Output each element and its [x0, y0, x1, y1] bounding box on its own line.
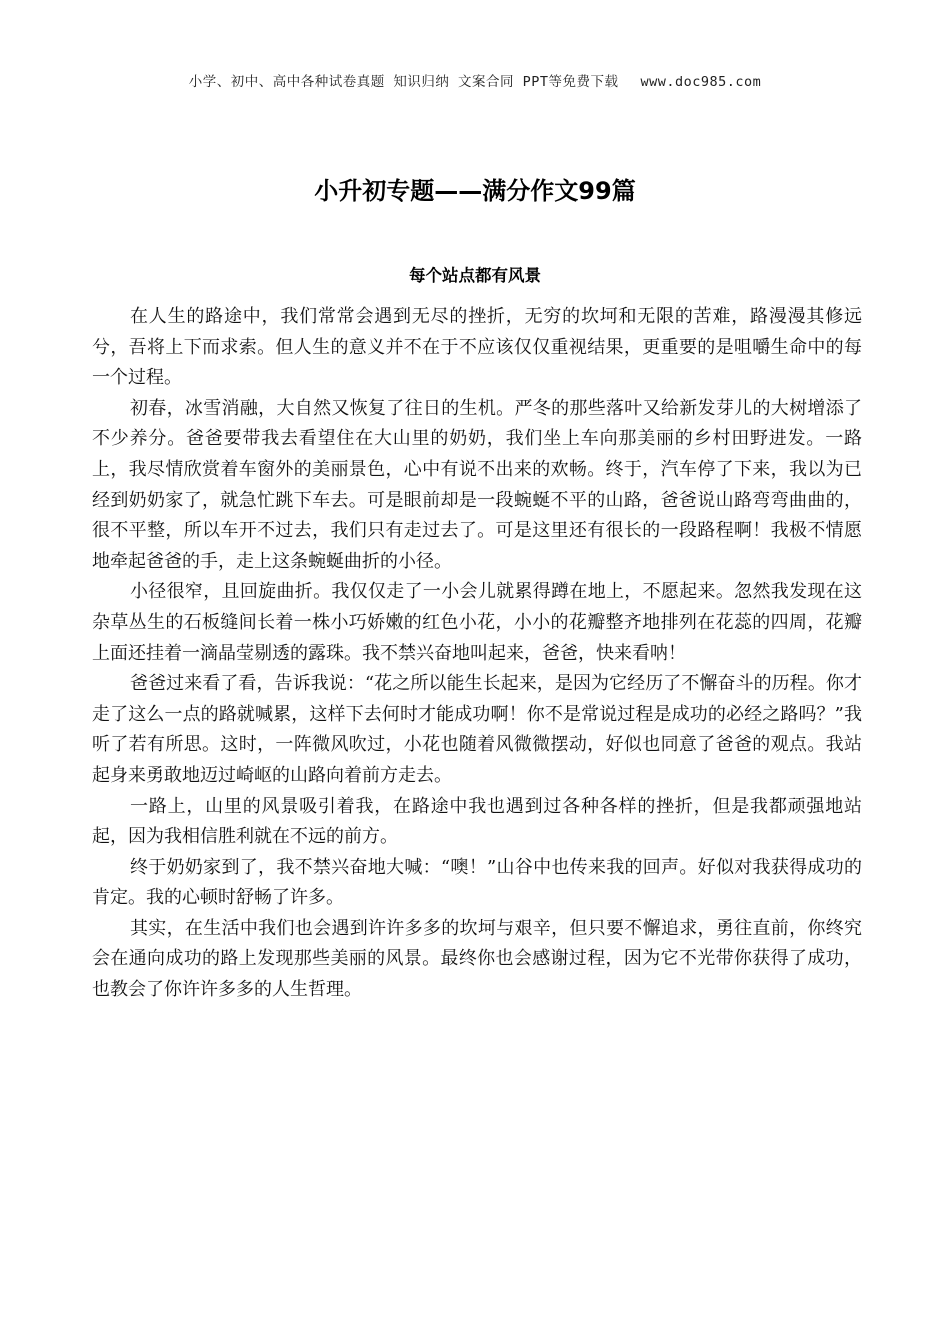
- paragraph: 一路上，山里的风景吸引着我，在路途中我也遇到过各种各样的挫折，但是我都顽强地站起，因为我相信胜利就在不远的前方。: [92, 795, 862, 848]
- paragraph: 初春，冰雪消融，大自然又恢复了往日的生机。严冬的那些落叶又给新发芽儿的大树增添了不少养分。爸爸要带我去看望住在大山里的奶奶，我们坐上车向那美丽的乡村田野进发。一路上，我尽情欣赏着车窗外的美丽景色，心中有说不出来的欢畅。终于，汽车停了下来，我以为已经到奶奶家了，就急忙跳下车去。可是眼前却是一段蜿蜒不平的山路，爸爸说山路弯弯曲曲的，很不平整，所以车开不过去，我们只有走过去了。可是这里还有很长的一段路程啊！我极不情愿地牵起爸爸的手，走上这条蜿蜒曲折的小径。: [92, 397, 862, 572]
- essay-body: [92, 302, 862, 1006]
- paragraph: 在人生的路途中，我们常常会遇到无尽的挫折，无穷的坎坷和无限的苦难，路漫漫其修远兮，吾将上下而求索。但人生的意义并不在于不应该仅仅重视结果，更重要的是咀嚼生命中的每一个过程。: [92, 306, 862, 389]
- paragraph: 爸爸过来看了看，告诉我说：“花之所以能生长起来，是因为它经历了不懈奋斗的历程。你才走了这么一点的路就喊累，这样下去何时才能成功啊！你不是常说过程是成功的必经之路吗？”我听了若有所思。这时，一阵微风吹过，小花也随着风微微摆动，好似也同意了爸爸的观点。我站起身来勇敢地迈过崎岖的山路向着前方走去。: [92, 673, 862, 786]
- paragraph: 小径很窄，且回旋曲折。我仅仅走了一小会儿就累得蹲在地上，不愿起来。忽然我发现在这杂草丛生的石板缝间长着一株小巧娇嫩的红色小花，小小的花瓣整齐地排列在花蕊的四周，花瓣上面还挂着一滴晶莹剔透的露珠。我不禁兴奋地叫起来，爸爸，快来看呐！: [92, 581, 862, 664]
- paragraph: 终于奶奶家到了，我不禁兴奋地大喊：“噢！”山谷中也传来我的回声。好似对我获得成功的肯定。我的心顿时舒畅了许多。: [92, 856, 862, 909]
- essay-title: 每个站点都有风景: [409, 266, 541, 285]
- header-text: 小学、初中、高中各种试卷真题 知识归纳 文案合同 PPT等免费下载: [188, 74, 619, 90]
- paragraph: 其实，在生活中我们也会遇到许许多多的坎坷与艰辛，但只要不懈追求，勇往直前，你终究会在通向成功的路上发现那些美丽的风景。最终你也会感谢过程，因为它不光带你获得了成功，也教会了你许许多多的人生哲理。: [92, 917, 862, 1001]
- header-site-link[interactable]: www.doc985.com: [640, 74, 762, 90]
- page-header: [0, 70, 950, 90]
- document-title: 小升初专题——满分作文99篇: [314, 177, 636, 205]
